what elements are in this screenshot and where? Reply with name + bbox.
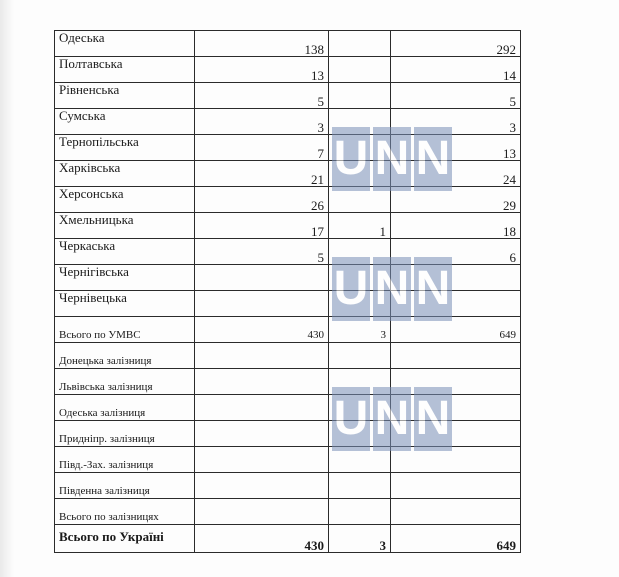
count-column-3: 18 <box>391 213 521 239</box>
region-name: Чернігівська <box>55 265 195 291</box>
count-column-3: 292 <box>391 31 521 57</box>
watermark-letter: U <box>332 387 370 451</box>
count-column-1: 430 <box>195 317 329 343</box>
region-name: Південна залізниця <box>55 473 195 499</box>
count-column-1: 138 <box>195 31 329 57</box>
watermark-letter: N <box>373 127 411 191</box>
count-column-1 <box>195 421 329 447</box>
region-name: Полтавська <box>55 57 195 83</box>
region-name: Тернопільська <box>55 135 195 161</box>
count-column-1: 430 <box>195 525 329 553</box>
count-column-1: 5 <box>195 83 329 109</box>
count-column-2 <box>329 473 391 499</box>
region-name: Черкаська <box>55 239 195 265</box>
count-column-2: 3 <box>329 525 391 553</box>
region-name: Хмельницька <box>55 213 195 239</box>
count-column-2: 3 <box>329 317 391 343</box>
unn-watermark <box>332 127 452 191</box>
count-column-1 <box>195 395 329 421</box>
count-column-3: 29 <box>391 187 521 213</box>
count-column-3: 24 <box>391 161 521 187</box>
watermark-letter: N <box>373 257 411 321</box>
region-name: Одеська залізниця <box>55 395 195 421</box>
count-column-3: 649 <box>391 525 521 553</box>
table-row <box>55 499 521 525</box>
count-column-1: 3 <box>195 109 329 135</box>
count-column-1: 13 <box>195 57 329 83</box>
count-column-1 <box>195 499 329 525</box>
table-row <box>55 343 521 369</box>
region-name: Всього по Україні <box>55 525 195 553</box>
region-name: Львівська залізниця <box>55 369 195 395</box>
region-name: Рівненська <box>55 83 195 109</box>
count-column-1: 26 <box>195 187 329 213</box>
count-column-2 <box>329 31 391 57</box>
count-column-1 <box>195 447 329 473</box>
count-column-1 <box>195 291 329 317</box>
count-column-2 <box>329 83 391 109</box>
count-column-2 <box>329 499 391 525</box>
count-column-1 <box>195 343 329 369</box>
region-name: Херсонська <box>55 187 195 213</box>
count-column-2: 1 <box>329 213 391 239</box>
count-column-3: 5 <box>391 83 521 109</box>
region-name: Сумська <box>55 109 195 135</box>
table-row <box>55 83 521 109</box>
watermark-letter: U <box>332 257 370 321</box>
table-row <box>55 525 521 553</box>
count-column-1: 5 <box>195 239 329 265</box>
watermark-letter: N <box>373 387 411 451</box>
count-column-3 <box>391 343 521 369</box>
region-name: Придніпр. залізниця <box>55 421 195 447</box>
count-column-1: 17 <box>195 213 329 239</box>
count-column-1 <box>195 369 329 395</box>
region-name: Донецька залізниця <box>55 343 195 369</box>
count-column-1: 7 <box>195 135 329 161</box>
unn-watermark <box>332 257 452 321</box>
watermark-letter: N <box>414 257 452 321</box>
count-column-3: 13 <box>391 135 521 161</box>
watermark-letter: N <box>414 127 452 191</box>
table-row <box>55 31 521 57</box>
region-name: Чернівецька <box>55 291 195 317</box>
region-name: Півд.-Зах. залізниця <box>55 447 195 473</box>
count-column-1 <box>195 473 329 499</box>
watermark-letter: U <box>332 127 370 191</box>
table-row <box>55 213 521 239</box>
watermark-letter: N <box>414 387 452 451</box>
unn-watermark <box>332 387 452 451</box>
table-row <box>55 473 521 499</box>
page-edge-shadow <box>0 0 14 577</box>
count-column-1: 21 <box>195 161 329 187</box>
count-column-3: 649 <box>391 317 521 343</box>
region-name: Всього по залізницях <box>55 499 195 525</box>
count-column-2 <box>329 343 391 369</box>
count-column-1 <box>195 265 329 291</box>
count-column-3 <box>391 473 521 499</box>
count-column-3 <box>391 499 521 525</box>
region-name: Харківська <box>55 161 195 187</box>
count-column-3: 14 <box>391 57 521 83</box>
region-name: Всього по УМВС <box>55 317 195 343</box>
table-row <box>55 57 521 83</box>
count-column-3: 6 <box>391 239 521 265</box>
region-name: Одеська <box>55 31 195 57</box>
count-column-2 <box>329 57 391 83</box>
count-column-3: 3 <box>391 109 521 135</box>
